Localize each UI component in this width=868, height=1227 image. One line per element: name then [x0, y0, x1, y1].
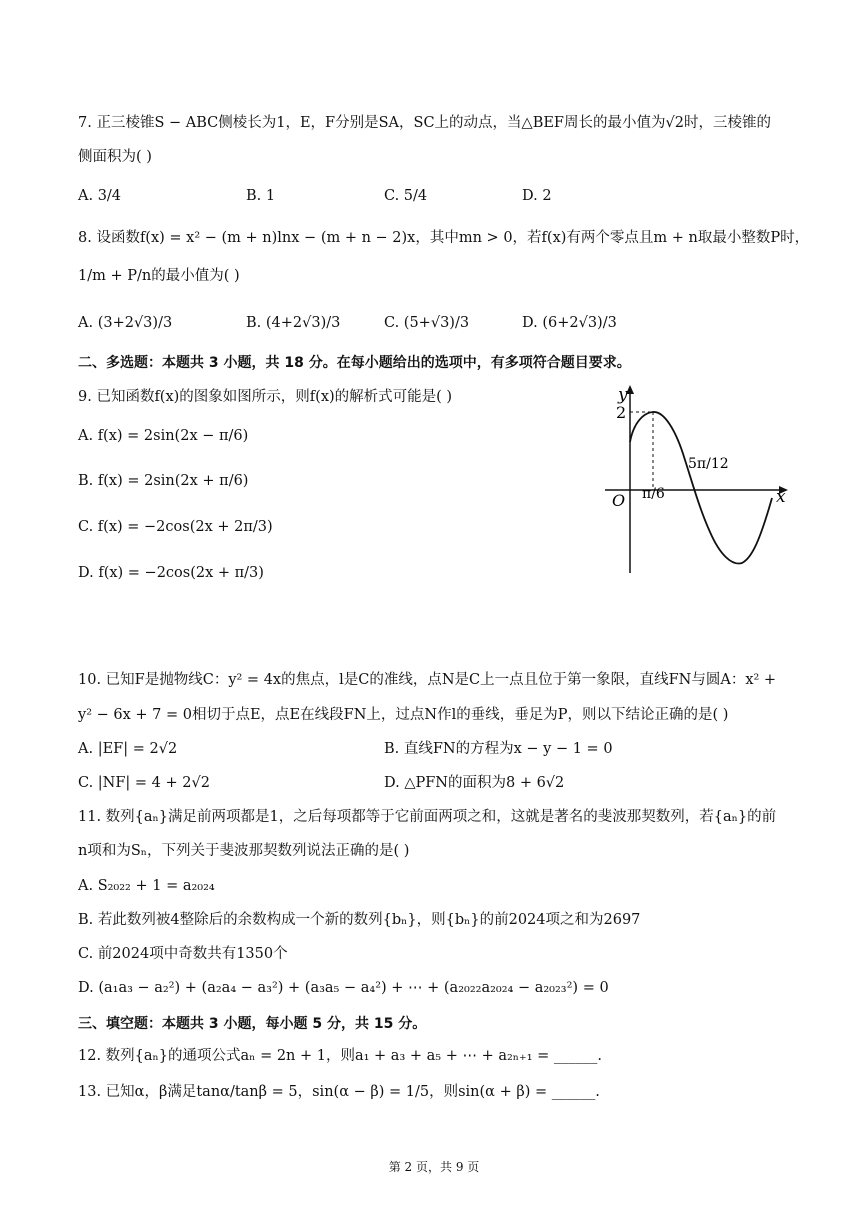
q8-stem-line1 — [78, 228, 809, 248]
section-fill-blank-heading: 三、填空题：本题共 3 小题，每小题 5 分，共 15 分。 — [78, 1016, 427, 1032]
q10-option-b: B. 直线FN的方程为x − y − 1 = 0 — [384, 741, 613, 757]
q9-function-graph — [600, 380, 795, 580]
q7-option-a: A. 3/4 — [78, 188, 122, 204]
q7-stem-line2 — [78, 147, 152, 167]
q8-option-d: D. (6+2√3)/3 — [522, 315, 617, 331]
max-value-label: 2 — [616, 403, 627, 422]
q9-option-b: B. f(x) = 2sin(2x + π/6) — [78, 473, 249, 489]
q10-option-a: A. |EF| = 2√2 — [78, 741, 178, 757]
q10-stem-line1: 10. 已知F是抛物线C：y² = 4x的焦点，l是C的准线，点N是C上一点且位于第一象限，直线FN与圆A：x² + — [78, 672, 777, 688]
tick-pi-over-6-label: π/6 — [642, 486, 665, 502]
q11-stem-line2: n项和为Sₙ，下列关于斐波那契数列说法正确的是( ) — [78, 843, 410, 859]
q11-option-b: B. 若此数列被4整除后的余数构成一个新的数列{bₙ}，则{bₙ}的前2024项之和为2697 — [78, 912, 641, 928]
q9-option-a: A. f(x) = 2sin(2x − π/6) — [78, 428, 249, 444]
q7-option-d: D. 2 — [522, 188, 552, 204]
q7-option-b: B. 1 — [246, 188, 276, 204]
q8-option-c: C. (5+√3)/3 — [384, 315, 470, 331]
q11-stem-line1: 11. 数列{aₙ}满足前两项都是1，之后每项都等于它前面两项之和，这就是著名的斐波那契数列，若{aₙ}的前 — [78, 809, 777, 825]
x-axis-label: x — [776, 487, 786, 507]
q8-option-a: A. (3+2√3)/3 — [78, 315, 173, 331]
q11-option-d: D. (a₁a₃ − a₂²) + (a₂a₄ − a₃²) + (a₃a₅ − a₄²) + ⋯ + (a₂₀₂₂a₂₀₂₄ − a₂₀₂₃²) = 0 — [78, 980, 609, 996]
q8-stem-text-2: 1/m + P/n的最小值为( ) — [78, 268, 240, 284]
page-footer: 第 2 页，共 9 页 — [388, 1160, 480, 1174]
y-axis-label: y — [618, 385, 628, 405]
q9-stem: 9. 已知函数f(x)的图象如图所示，则f(x)的解析式可能是( ) — [78, 389, 453, 405]
q10-option-d: D. △PFN的面积为8 + 6√2 — [384, 775, 565, 791]
origin-label: O — [612, 491, 626, 510]
q11-option-c: C. 前2024项中奇数共有1350个 — [78, 946, 288, 962]
q7-option-c: C. 5/4 — [384, 188, 428, 204]
q9-option-c: C. f(x) = −2cos(2x + 2π/3) — [78, 519, 273, 535]
q12-stem: 12. 数列{aₙ}的通项公式aₙ = 2n + 1，则a₁ + a₃ + a₅ + ⋯ + a₂ₙ₊₁ = ______. — [78, 1048, 602, 1064]
q8-stem-line2 — [78, 266, 240, 286]
q10-stem-line2: y² − 6x + 7 = 0相切于点E，点E在线段FN上，过点N作l的垂线，垂足为P，则以下结论正确的是( ) — [78, 707, 729, 723]
q7-stem-text-2: 侧面积为( ) — [78, 149, 152, 165]
section-multi-choice-heading: 二、多选题：本题共 3 小题，共 18 分。在每小题给出的选项中，有多项符合题目要求。 — [78, 355, 631, 371]
q9-option-d: D. f(x) = −2cos(2x + π/3) — [78, 565, 264, 581]
q7-stem-text: 7. 正三棱锥S − ABC侧棱长为1，E，F分别是SA，SC上的动点，当△BEF周长的最小值为√2时，三棱锥的 — [78, 115, 771, 131]
q11-option-a: A. S₂₀₂₂ + 1 = a₂₀₂₄ — [78, 878, 215, 894]
q8-stem-text: 8. 设函数f(x) = x² − (m + n)lnx − (m + n − 2)x，其中mn > 0，若f(x)有两个零点且m + n取最小整数P时， — [78, 230, 810, 246]
q13-stem: 13. 已知α，β满足tanα/tanβ = 5，sin(α − β) = 1/5，则sin(α + β) = ______. — [78, 1084, 600, 1100]
q10-option-c: C. |NF| = 4 + 2√2 — [78, 775, 210, 791]
q8-option-b: B. (4+2√3)/3 — [246, 315, 341, 331]
q7-stem-line1 — [78, 113, 771, 133]
tick-5pi-over-12-label: 5π/12 — [688, 456, 729, 472]
